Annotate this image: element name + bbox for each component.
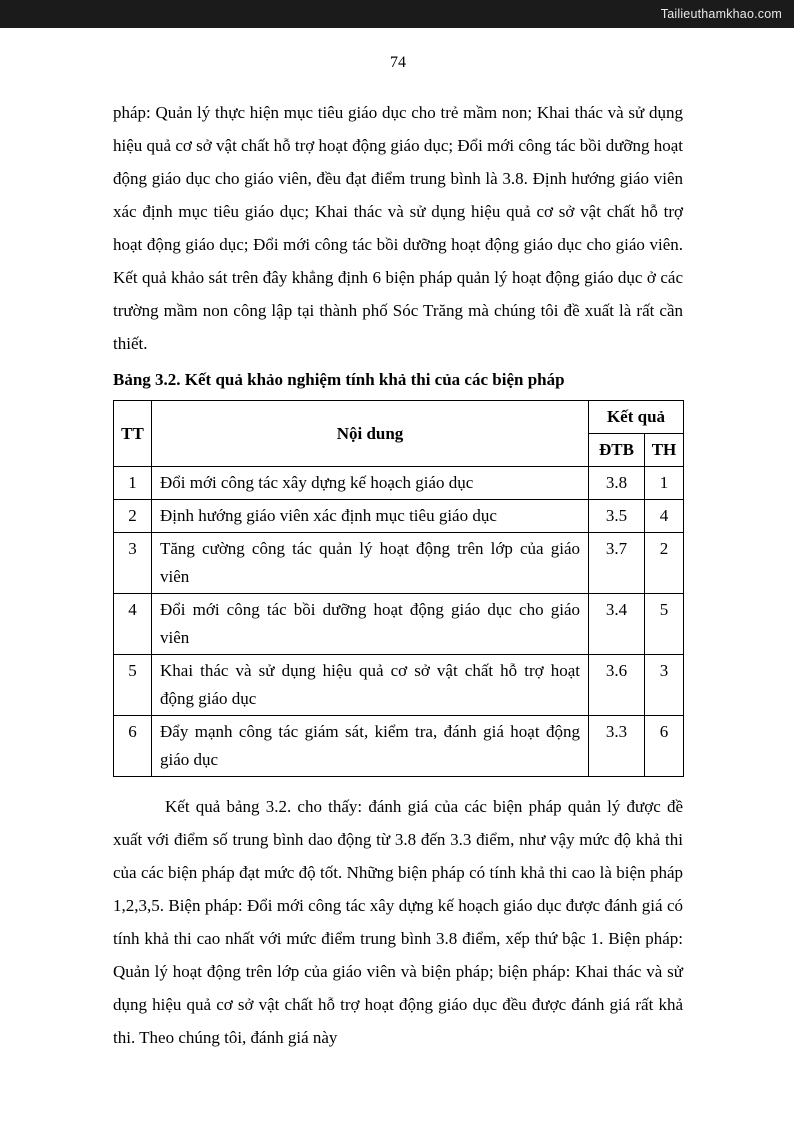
table-row (114, 594, 684, 655)
cell-dtb: 3.5 (589, 500, 645, 533)
cell-tt: 6 (114, 716, 152, 777)
cell-noi-dung: Định hướng giáo viên xác định mục tiêu giáo dục (152, 500, 589, 533)
table-caption: Bảng 3.2. Kết quả khảo nghiệm tính khả thi của các biện pháp (113, 370, 565, 389)
table-row (114, 716, 684, 777)
table-header-row-1 (114, 401, 684, 434)
cell-noi-dung: Khai thác và sử dụng hiệu quả cơ sở vật chất hỗ trợ hoạt động giáo dục (152, 655, 589, 716)
cell-tt: 3 (114, 533, 152, 594)
cell-tt: 5 (114, 655, 152, 716)
cell-tt: 2 (114, 500, 152, 533)
header-noi-dung: Nội dung (152, 401, 589, 467)
table-body (114, 467, 684, 777)
table-row (114, 467, 684, 500)
cell-th: 5 (645, 594, 684, 655)
cell-tt: 1 (114, 467, 152, 500)
table-header (114, 401, 684, 467)
header-ket-qua: Kết quả (589, 401, 684, 434)
table-row (114, 533, 684, 594)
cell-tt: 4 (114, 594, 152, 655)
table-row (114, 655, 684, 716)
cell-th: 2 (645, 533, 684, 594)
cell-dtb: 3.3 (589, 716, 645, 777)
cell-dtb: 3.6 (589, 655, 645, 716)
page-content (0, 28, 794, 1123)
table-row (114, 500, 684, 533)
watermark-site-text: Tailieuthamkhao.com (660, 7, 782, 21)
header-th: TH (645, 434, 684, 467)
cell-dtb: 3.8 (589, 467, 645, 500)
cell-dtb: 3.7 (589, 533, 645, 594)
body-paragraph-bottom: Kết quả bảng 3.2. cho thấy: đánh giá của các biện pháp quản lý được đề xuất với điểm số trung bình dao động từ 3.8 đến 3.3 điểm, như vậy mức độ khả thi của các biện pháp đạt mức độ tốt. Những biện pháp có tính khả thi cao là biện pháp 1,2,3,5. Biện pháp: Đổi mới công tác xây dựng kế hoạch giáo dục được đánh giá có tính khả thi cao nhất với mức điểm trung bình 3.8 điểm, xếp thứ bậc 1. Biện pháp: Quản lý hoạt động trên lớp của giáo viên và biện pháp; biện pháp: Khai thác và sử dụng hiệu quả cơ sở vật chất hỗ trợ hoạt động giáo dục đều được đánh giá rất khả thi. Theo chúng tôi, đánh giá này (113, 797, 683, 1047)
cell-noi-dung: Đổi mới công tác xây dựng kế hoạch giáo dục (152, 467, 589, 500)
results-table (113, 400, 684, 777)
cell-th: 3 (645, 655, 684, 716)
cell-noi-dung: Đổi mới công tác bồi dưỡng hoạt động giáo dục cho giáo viên (152, 594, 589, 655)
watermark-bar (0, 0, 794, 28)
page-number: 74 (390, 54, 406, 71)
header-tt: TT (114, 401, 152, 467)
header-dtb: ĐTB (589, 434, 645, 467)
cell-noi-dung: Đẩy mạnh công tác giám sát, kiểm tra, đánh giá hoạt động giáo dục (152, 716, 589, 777)
cell-dtb: 3.4 (589, 594, 645, 655)
cell-th: 6 (645, 716, 684, 777)
cell-th: 4 (645, 500, 684, 533)
cell-th: 1 (645, 467, 684, 500)
cell-noi-dung: Tăng cường công tác quản lý hoạt động trên lớp của giáo viên (152, 533, 589, 594)
body-paragraph-top: pháp: Quản lý thực hiện mục tiêu giáo dục cho trẻ mầm non; Khai thác và sử dụng hiệu quả cơ sở vật chất hỗ trợ hoạt động giáo dục; Đổi mới công tác bồi dưỡng hoạt động giáo dục cho giáo viên, đều đạt điểm trung bình là 3.8. Định hướng giáo viên xác định mục tiêu giáo dục; Khai thác và sử dụng hiệu quả cơ sở vật chất hỗ trợ hoạt động giáo dục; Đổi mới công tác bồi dưỡng hoạt động giáo dục cho giáo viên. Kết quả khảo sát trên đây khẳng định 6 biện pháp quản lý hoạt động giáo dục ở các trường mầm non công lập tại thành phố Sóc Trăng mà chúng tôi đề xuất là rất cần thiết. (113, 103, 683, 353)
